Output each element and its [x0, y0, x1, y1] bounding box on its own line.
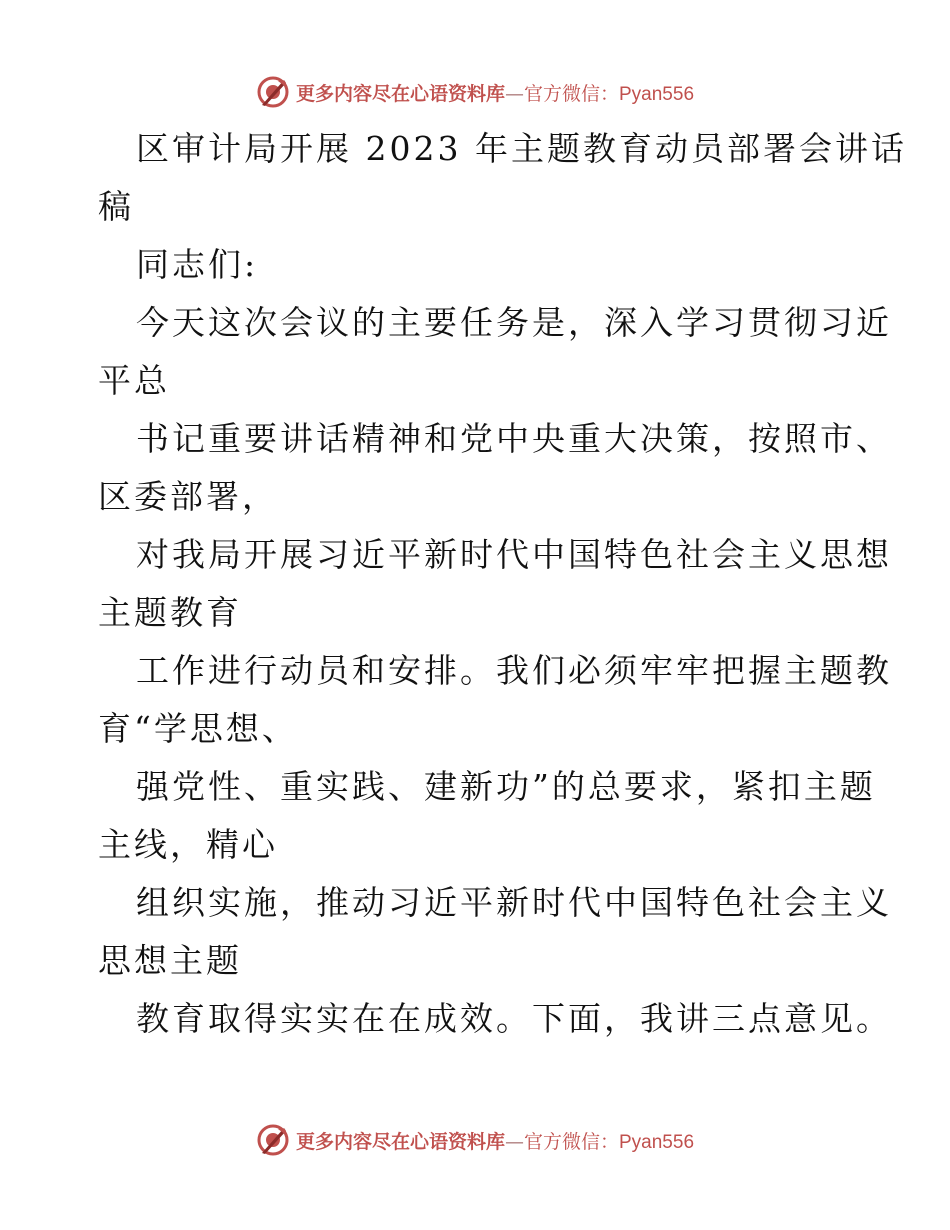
- body-line: 区委部署，: [98, 477, 278, 516]
- quill-logo-icon: [256, 1123, 290, 1157]
- body-line: 强党性、重实践、建新功”的总要求，紧扣主题: [136, 767, 876, 806]
- body-line: 思想主题: [98, 941, 242, 980]
- watermark-dash: —: [504, 1130, 524, 1153]
- body-line: 育“学思想、: [98, 709, 298, 748]
- quill-logo-icon: [256, 75, 290, 109]
- body-line: 主线，精心: [98, 825, 278, 864]
- body-line: 主题教育: [98, 593, 242, 632]
- document-body: [98, 120, 907, 1048]
- watermark-header: [0, 72, 950, 112]
- watermark-main-text: 更多内容尽在心语资料库: [295, 82, 505, 105]
- watermark-footer: [0, 1120, 950, 1160]
- body-line: 组织实施，推动习近平新时代中国特色社会主义: [136, 883, 892, 922]
- body-line: 平总: [98, 361, 170, 400]
- body-line: 今天这次会议的主要任务是，深入学习贯彻习近: [136, 303, 892, 342]
- title-line-1: 区审计局开展 2023 年主题教育动员部署会讲话: [136, 129, 907, 168]
- watermark-official-label: 官方微信：: [523, 1130, 619, 1153]
- watermark-dash: —: [504, 82, 524, 105]
- watermark-wechat-id: Pyan556: [619, 1131, 695, 1153]
- salutation: 同志们:: [136, 245, 259, 284]
- body-line: 工作进行动员和安排。我们必须牢牢把握主题教: [136, 651, 892, 690]
- body-line: 教育取得实实在在成效。下面，我讲三点意见。: [136, 999, 892, 1038]
- watermark-main-text: 更多内容尽在心语资料库: [295, 1130, 505, 1153]
- title-line-2: 稿: [98, 187, 134, 226]
- body-line: 书记重要讲话精神和党中央重大决策，按照市、: [136, 419, 892, 458]
- watermark-official-label: 官方微信：: [523, 82, 619, 105]
- watermark-wechat-id: Pyan556: [619, 83, 695, 105]
- body-line: 对我局开展习近平新时代中国特色社会主义思想: [136, 535, 892, 574]
